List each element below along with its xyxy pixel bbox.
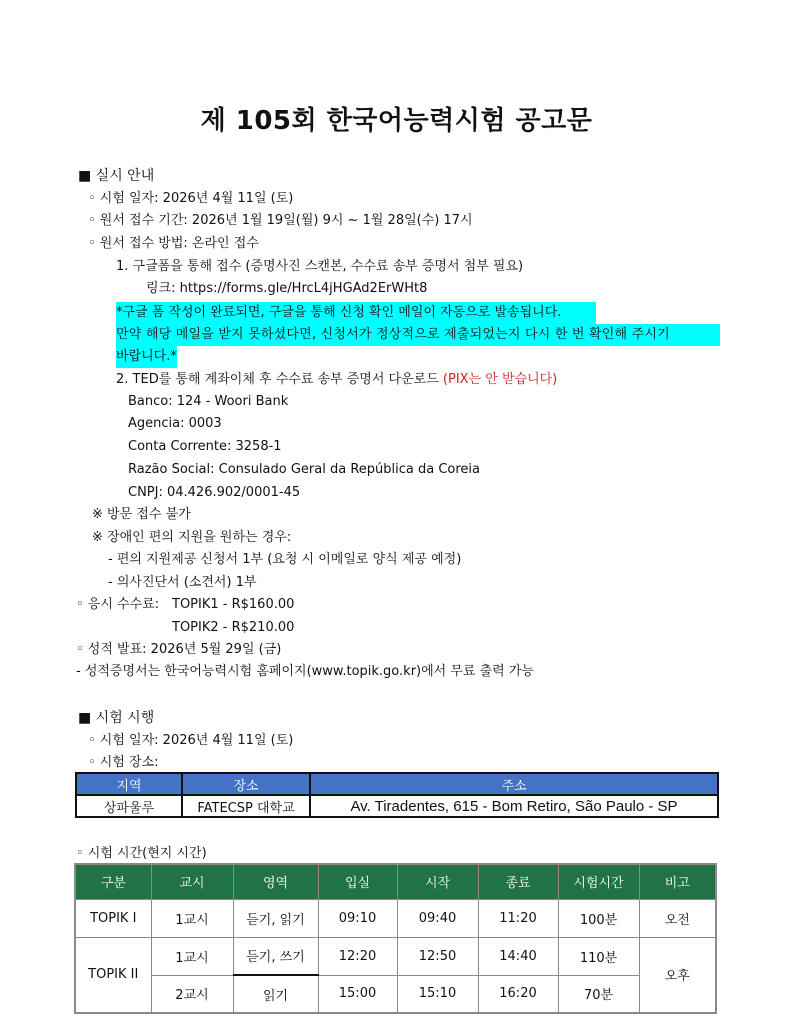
no-pix-note: (PIX는 안 받습니다)	[442, 372, 558, 387]
disabled-support-note: ※ 장애인 편의 지원을 원하는 경우:	[92, 530, 292, 545]
bank-account: Conta Corrente: 3258-1	[128, 439, 282, 454]
schedule-label: ◦ 시험 시간(현지 시간)	[76, 846, 207, 861]
venue-row	[76, 795, 718, 817]
notice-line-3: 바랍니다.*	[116, 346, 177, 368]
venue-header-region: 지역	[76, 773, 182, 795]
notice-line-2: 만약 해당 메일을 받지 못하셨다면, 신청서가 정상적으로 제출되었는지 다시 한 번 확인해 주시기	[116, 324, 720, 346]
exam-date: ◦ 시험 일자: 2026년 4월 11일 (토)	[88, 191, 294, 206]
schedule-cell: 오전	[639, 899, 716, 937]
schedule-cell: 09:40	[397, 899, 478, 937]
google-form-link[interactable]: 링크: https://forms.gle/HrcL4jHGAd2ErWHt8	[146, 281, 428, 296]
schedule-header-type: 구분	[75, 864, 151, 899]
schedule-cell: 읽기	[233, 975, 318, 1013]
schedule-cell: 12:20	[318, 937, 397, 975]
venue-region: 상파울루	[76, 795, 182, 817]
schedule-header-area: 영역	[233, 864, 318, 899]
schedule-table	[74, 863, 717, 1014]
venue-header-row	[76, 773, 718, 795]
notice-line-1: *구글 폼 작성이 완료되면, 구글을 통해 신청 확인 메일이 자동으로 발송됩니다.	[116, 302, 596, 324]
certificate-note: - 성적증명서는 한국어능력시험 홈페이지(www.topik.go.kr)에서 무료 출력 가능	[76, 664, 534, 679]
schedule-cell: 100분	[558, 899, 639, 937]
venue-address: Av. Tiradentes, 615 - Bom Retiro, São Paulo - SP	[310, 795, 718, 817]
schedule-cell: 듣기, 읽기	[233, 899, 318, 937]
fee-topik2: TOPIK2 - R$210.00	[172, 620, 295, 635]
bank-name: Banco: 124 - Woori Bank	[128, 394, 289, 409]
table-row	[75, 937, 716, 975]
schedule-cell: 70분	[558, 975, 639, 1013]
table-row	[75, 899, 716, 937]
cnpj: CNPJ: 04.426.902/0001-45	[128, 485, 301, 500]
venue-label: ◦ 시험 장소:	[88, 755, 159, 770]
schedule-header-note: 비고	[639, 864, 716, 899]
schedule-cell: 12:50	[397, 937, 478, 975]
schedule-cell: 16:20	[478, 975, 558, 1013]
schedule-cell: 14:40	[478, 937, 558, 975]
venue-table	[75, 772, 719, 818]
fee-topik1: TOPIK1 - R$160.00	[172, 597, 295, 612]
step-2: 2. TED를 통해 계좌이체 후 수수료 송부 증명서 다운로드 (PIX는 안 받습니다)	[116, 372, 558, 387]
venue-header-place: 장소	[182, 773, 310, 795]
schedule-cell: TOPIK I	[75, 899, 151, 937]
section-heading-info: ■ 실시 안내	[78, 168, 155, 184]
schedule-header-row	[75, 864, 716, 899]
venue-header-address: 주소	[310, 773, 718, 795]
schedule-cell: 110분	[558, 937, 639, 975]
schedule-cell: 15:10	[397, 975, 478, 1013]
company-name: Razão Social: Consulado Geral da República da Coreia	[128, 462, 480, 477]
step-1: 1. 구글폼을 통해 접수 (증명사진 스캔본, 수수료 송부 증명서 첨부 필요)	[116, 259, 524, 274]
schedule-cell: 15:00	[318, 975, 397, 1013]
bank-agency: Agencia: 0003	[128, 416, 222, 431]
schedule-cell: 09:10	[318, 899, 397, 937]
schedule-cell: 11:20	[478, 899, 558, 937]
schedule-header-entry: 입실	[318, 864, 397, 899]
schedule-cell: 1교시	[151, 899, 233, 937]
exam-date-2: ◦ 시험 일자: 2026년 4월 11일 (토)	[88, 733, 294, 748]
venue-place: FATECSP 대학교	[182, 795, 310, 817]
schedule-cell: 2교시	[151, 975, 233, 1013]
apply-method: ◦ 원서 접수 방법: 온라인 접수	[88, 236, 259, 251]
schedule-cell: TOPIK II	[75, 937, 151, 1013]
schedule-cell: 오후	[639, 937, 716, 1013]
section-heading-exam: ■ 시험 시행	[78, 710, 155, 726]
no-visit-note: ※ 방문 접수 불가	[92, 507, 191, 522]
disabled-item-1: - 편의 지원제공 신청서 1부 (요청 시 이메일로 양식 제공 예정)	[108, 552, 462, 567]
schedule-header-period: 교시	[151, 864, 233, 899]
schedule-header-start: 시작	[397, 864, 478, 899]
apply-period: ◦ 원서 접수 기간: 2026년 1월 19일(월) 9시 ~ 1월 28일(수) 17시	[88, 213, 473, 228]
table-row	[75, 975, 716, 1013]
page-title: 제 105회 한국어능력시험 공고문	[200, 106, 593, 136]
schedule-header-end: 종료	[478, 864, 558, 899]
schedule-header-duration: 시험시간	[558, 864, 639, 899]
schedule-cell: 듣기, 쓰기	[233, 937, 318, 975]
fee-label: ◦ 응시 수수료:	[76, 597, 160, 612]
result-date: ◦ 성적 발표: 2026년 5월 29일 (금)	[76, 642, 282, 657]
disabled-item-2: - 의사진단서 (소견서) 1부	[108, 575, 257, 590]
schedule-cell: 1교시	[151, 937, 233, 975]
